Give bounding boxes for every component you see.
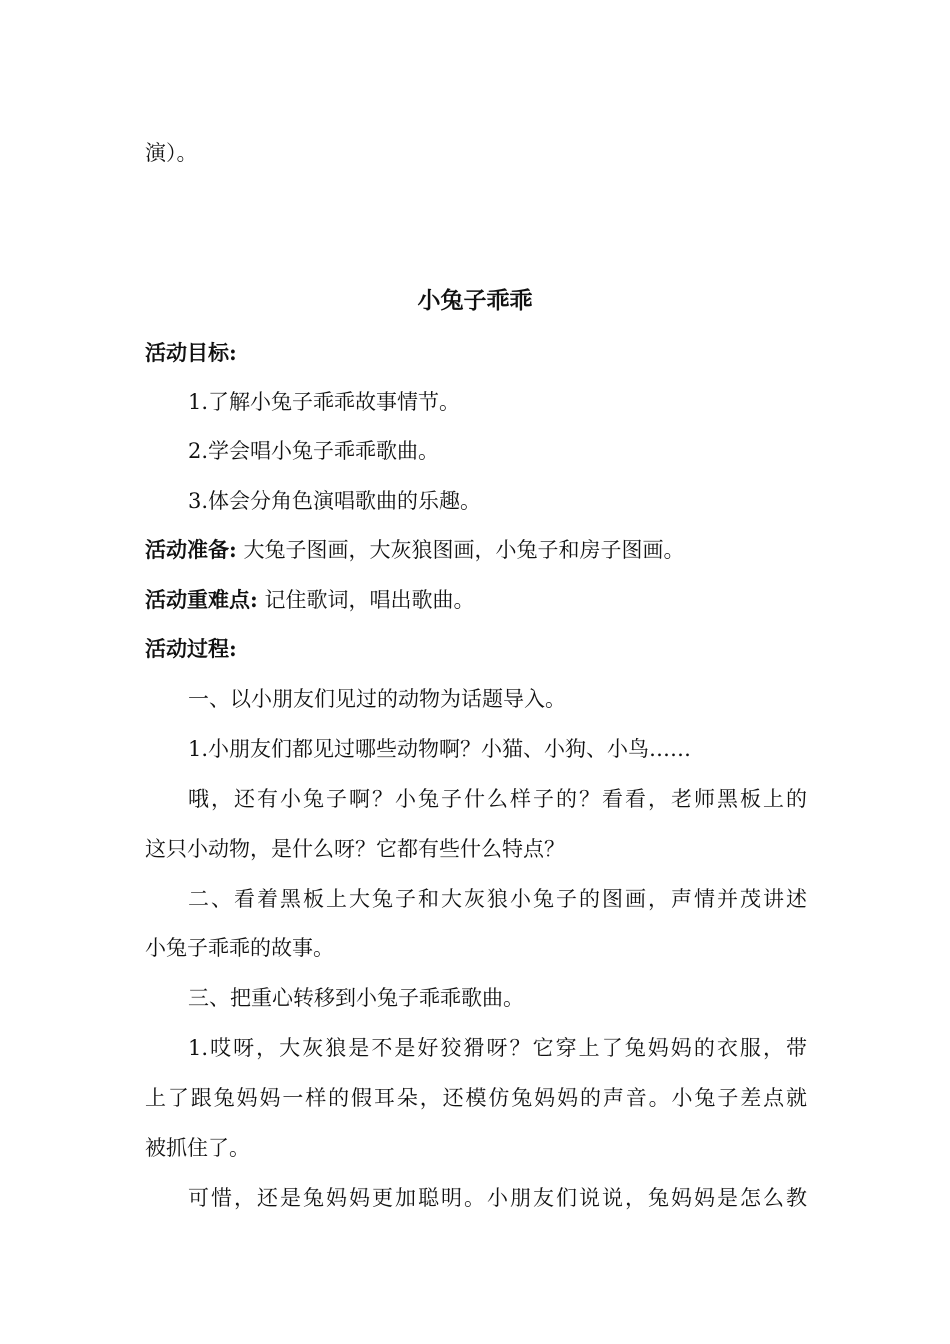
- process-paragraph-line: 哦，还有小兔子啊？小兔子什么样子的？看看，老师黑板上的: [188, 787, 807, 811]
- goal-item-1: 1.了解小兔子乖乖故事情节。: [188, 390, 461, 414]
- process-paragraph-line: 可惜，还是兔妈妈更加聪明。小朋友们说说，兔妈妈是怎么教: [188, 1186, 807, 1210]
- process-heading: 活动过程:: [145, 636, 237, 661]
- key-points-line: [145, 587, 474, 613]
- process-step-1: 一、以小朋友们见过的动物为话题导入。: [188, 687, 566, 711]
- process-step-2-line: 小兔子乖乖的故事。: [145, 936, 334, 960]
- process-step-2-line: 二、看着黑板上大兔子和大灰狼小兔子的图画，声情并茂讲述: [188, 887, 807, 911]
- goal-item-2: 2.学会唱小兔子乖乖歌曲。: [188, 439, 440, 463]
- process-paragraph-line: 上了跟兔妈妈一样的假耳朵，还模仿兔妈妈的声音。小兔子差点就: [145, 1086, 807, 1110]
- process-paragraph-line: 这只小动物，是什么呀？它都有些什么特点？: [145, 837, 565, 861]
- preparation-text: 大兔子图画，大灰狼图画，小兔子和房子图画。: [243, 538, 685, 562]
- lesson-title: 小兔子乖乖: [417, 287, 533, 314]
- key-points-text: 记住歌词，唱出歌曲。: [264, 588, 475, 612]
- process-step-3: 三、把重心转移到小兔子乖乖歌曲。: [188, 986, 524, 1010]
- key-points-label: 活动重难点:: [145, 587, 258, 612]
- process-paragraph-line: 被抓住了。: [145, 1136, 250, 1160]
- goal-heading: 活动目标:: [145, 340, 237, 365]
- goal-item-3: 3.体会分角色演唱歌曲的乐趣。: [188, 489, 482, 513]
- preparation-line: [145, 537, 684, 563]
- previous-section-tail: 演）。: [145, 141, 198, 165]
- process-paragraph-line: 1.哎呀，大灰狼是不是好狡猾呀？它穿上了兔妈妈的衣服，带: [188, 1036, 807, 1060]
- preparation-label: 活动准备:: [145, 537, 237, 562]
- process-paragraph: 1.小朋友们都见过哪些动物啊？小猫、小狗、小鸟……: [188, 737, 692, 761]
